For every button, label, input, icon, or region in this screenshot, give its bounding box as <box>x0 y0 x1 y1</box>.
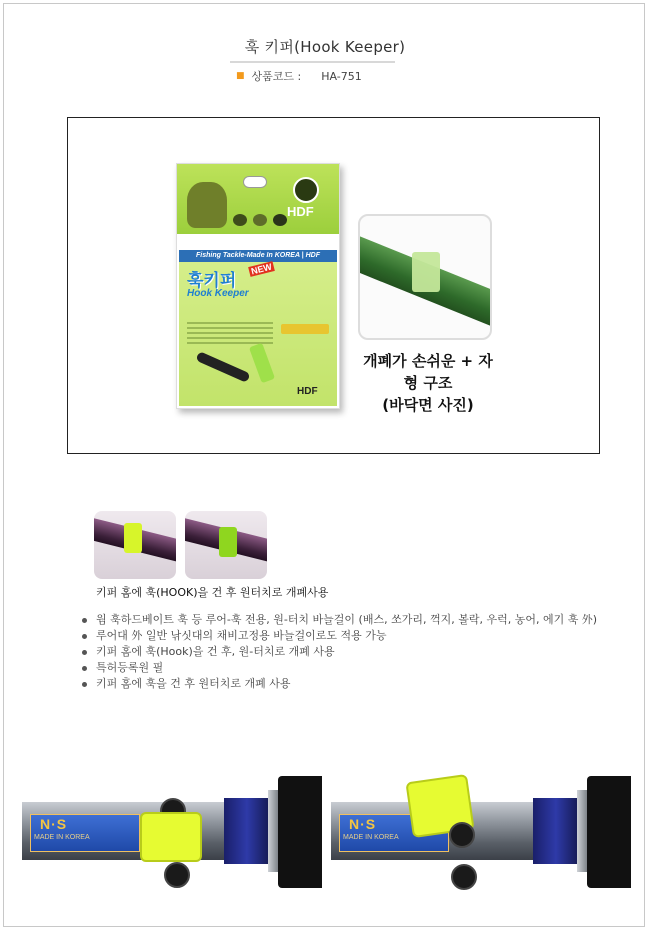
usage-photo-open <box>185 511 267 579</box>
keeper-band-black <box>195 351 250 383</box>
rod-brand-text: N·S <box>40 816 68 832</box>
feature-item: 루어대 外 일반 낚싯대의 채비고정용 바늘걸이로도 적용 가능 <box>80 628 597 644</box>
feature-item: 키퍼 홈에 훅(Hook)을 건 후, 원-터치로 개폐 사용 <box>80 644 597 660</box>
keeper-clip <box>124 523 142 553</box>
hook-keeper-clip <box>140 812 202 862</box>
package-body <box>179 262 337 406</box>
usage-caption: 키퍼 홈에 훅(HOOK)을 건 후 원터치로 개폐사용 <box>96 586 329 599</box>
product-code-label: 상품코드 : <box>251 70 302 83</box>
rod-handle <box>278 776 322 888</box>
feature-item: 특허등록원 필 <box>80 660 597 676</box>
new-badge: NEW <box>250 261 273 277</box>
keeper-closeup <box>412 252 440 292</box>
keeper-clip-green <box>249 343 275 383</box>
rod-photo-open <box>331 772 631 900</box>
rod-winding-band <box>224 798 270 864</box>
feature-item: 키퍼 홈에 훅을 건 후 원터치로 개폐 사용 <box>80 676 597 692</box>
package-patent-tag <box>281 324 329 334</box>
title-divider <box>230 61 395 63</box>
keeper-clip <box>219 527 237 557</box>
product-image-box <box>67 117 600 454</box>
brand-logo-emblem <box>293 177 319 203</box>
fish-illustration <box>233 214 247 226</box>
closeup-caption-line2: (바닥면 사진) <box>382 396 474 414</box>
rod-photo-closed <box>22 772 322 900</box>
rod-handle <box>587 776 631 888</box>
product-package-image <box>176 163 340 409</box>
product-title: 훅 키퍼(Hook Keeper) <box>244 38 406 56</box>
closeup-caption <box>358 350 498 416</box>
package-name-english: Hook Keeper <box>187 288 249 299</box>
package-brand-bottom: HDF <box>297 386 318 397</box>
fish-illustration <box>253 214 267 226</box>
closeup-caption-line1: 개폐가 손쉬운 + 자형 구조 <box>363 352 493 392</box>
rod-origin-text: MADE IN KOREA <box>34 834 90 841</box>
keeper-ring <box>449 822 475 848</box>
package-name-korean: 훅키퍼 <box>187 271 237 291</box>
rod-origin-text: MADE IN KOREA <box>343 834 399 841</box>
keeper-ring <box>164 862 190 888</box>
usage-photo-closed <box>94 511 176 579</box>
rod-brand-text: N·S <box>349 816 377 832</box>
fish-illustration <box>273 214 287 226</box>
product-code-value: HA-751 <box>321 69 362 83</box>
feature-item: 웜 훅하드베이트 훅 등 루어-훅 전용, 원-터치 바늘걸이 (배스, 쏘가리, 꺽지, 볼락, 우럭, 농어, 에기 훅 外) <box>80 612 597 628</box>
package-brand-top: HDF <box>287 204 314 219</box>
rod-winding-band <box>533 798 579 864</box>
product-code-row <box>236 68 362 84</box>
closeup-photo <box>358 214 492 340</box>
feature-list <box>80 612 597 692</box>
package-hang-hole <box>243 176 267 188</box>
angler-cartoon-illustration <box>187 182 227 228</box>
keeper-ring <box>451 864 477 890</box>
square-bullet-icon: ■ <box>236 71 245 81</box>
package-tagline-band: Fishing Tackle-Made In KOREA | HDF <box>179 250 337 262</box>
